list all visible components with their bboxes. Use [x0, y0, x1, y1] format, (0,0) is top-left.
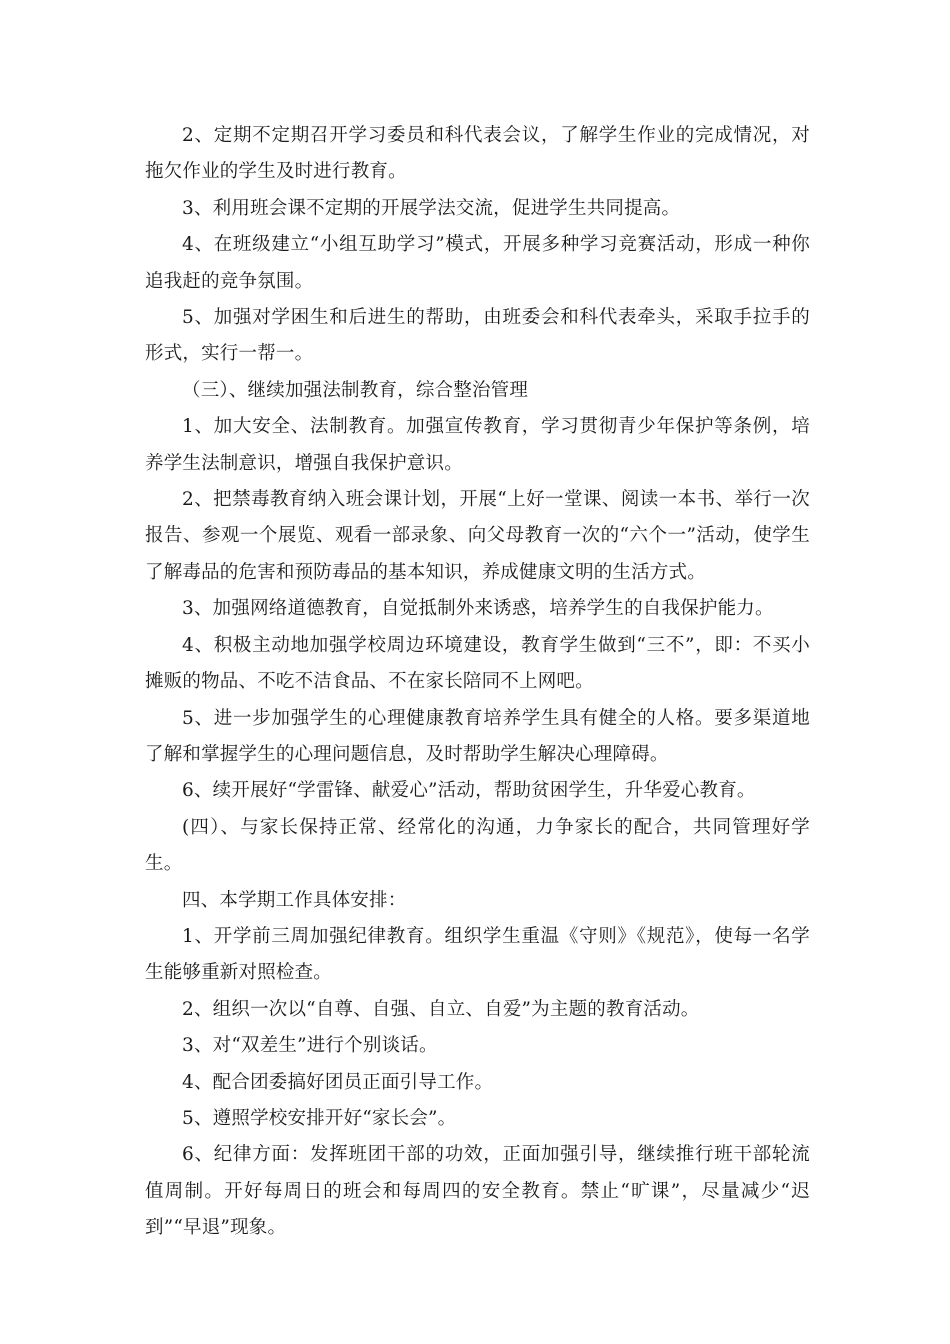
paragraph-study-committee-meeting: 2、定期不定期召开学习委员和科代表会议，了解学生作业的完成情况，对拖欠作业的学生及时进行教育。 — [145, 125, 810, 183]
document-body — [145, 118, 810, 1247]
paragraph-themed-activity: 2、组织一次以“自尊、自强、自立、自爱”为主题的教育活动。 — [182, 998, 700, 1020]
paragraph-group-mutual-study: 4、在班级建立“小组互助学习”模式，开展多种学习竞赛活动，形成一种你追我赶的竞争氛围。 — [145, 234, 810, 292]
paragraph-internet-ethics: 3、加强网络道德教育，自觉抵制外来诱惑，培养学生的自我保护能力。 — [182, 598, 774, 620]
section-heading-semester-schedule: 四、本学期工作具体安排： — [182, 889, 407, 911]
paragraph-discipline-rules: 6、纪律方面：发挥班团干部的功效，正面加强引导，继续推行班干部轮流值周制。开好每周日的班会和每周四的安全教育。禁止“旷课”，尽量减少“迟到”“早退”现象。 — [145, 1144, 810, 1239]
paragraph-class-meeting-exchange: 3、利用班会课不定期的开展学法交流，促进学生共同提高。 — [182, 197, 681, 219]
paragraph-mental-health: 5、进一步加强学生的心理健康教育培养学生具有健全的人格。要多渠道地了解和掌握学生的心理问题信息，及时帮助学生解决心理障碍。 — [145, 707, 810, 765]
paragraph-discipline-education: 1、开学前三周加强纪律教育。组织学生重温《守则》《规范》，使每一名学生能够重新对照检查。 — [145, 925, 810, 984]
paragraph-youth-league: 4、配合团委搞好团员正面引导工作。 — [182, 1071, 494, 1093]
paragraph-individual-talks: 3、对“双差生”进行个别谈话。 — [182, 1035, 438, 1057]
section-heading-parent-communication: (四）、与家长保持正常、经常化的沟通，力争家长的配合，共同管理好学生。 — [145, 816, 810, 875]
paragraph-lei-feng-activity: 6、续开展好“学雷锋、献爱心”活动，帮助贫困学生，升华爱心教育。 — [182, 780, 756, 802]
paragraph-parent-meeting: 5、遵照学校安排开好“家长会”。 — [182, 1107, 457, 1129]
paragraph-safety-legal-education: 1、加大安全、法制教育。加强宣传教育，学习贯彻青少年保护等条例，培养学生法制意识，增强自我保护意识。 — [145, 416, 810, 474]
paragraph-anti-drug-education: 2、把禁毒教育纳入班会课计划，开展“上好一堂课、阅读一本书、举行一次报告、参观一个展览、观看一部录象、向父母教育一次的“六个一”活动，使学生了解毒品的危害和预防毒品的基本知识，养成健康文明的生活方式。 — [145, 489, 810, 583]
paragraph-help-struggling-students: 5、加强对学困生和后进生的帮助，由班委会和科代表牵头，采取手拉手的形式，实行一帮一。 — [145, 307, 810, 365]
paragraph-school-environment: 4、积极主动地加强学校周边环境建设，教育学生做到“三不”，即：不买小摊贩的物品、不吃不洁食品、不在家长陪同不上网吧。 — [145, 634, 810, 693]
section-heading-legal-education: （三）、继续加强法制教育，综合整治管理 — [182, 379, 529, 401]
